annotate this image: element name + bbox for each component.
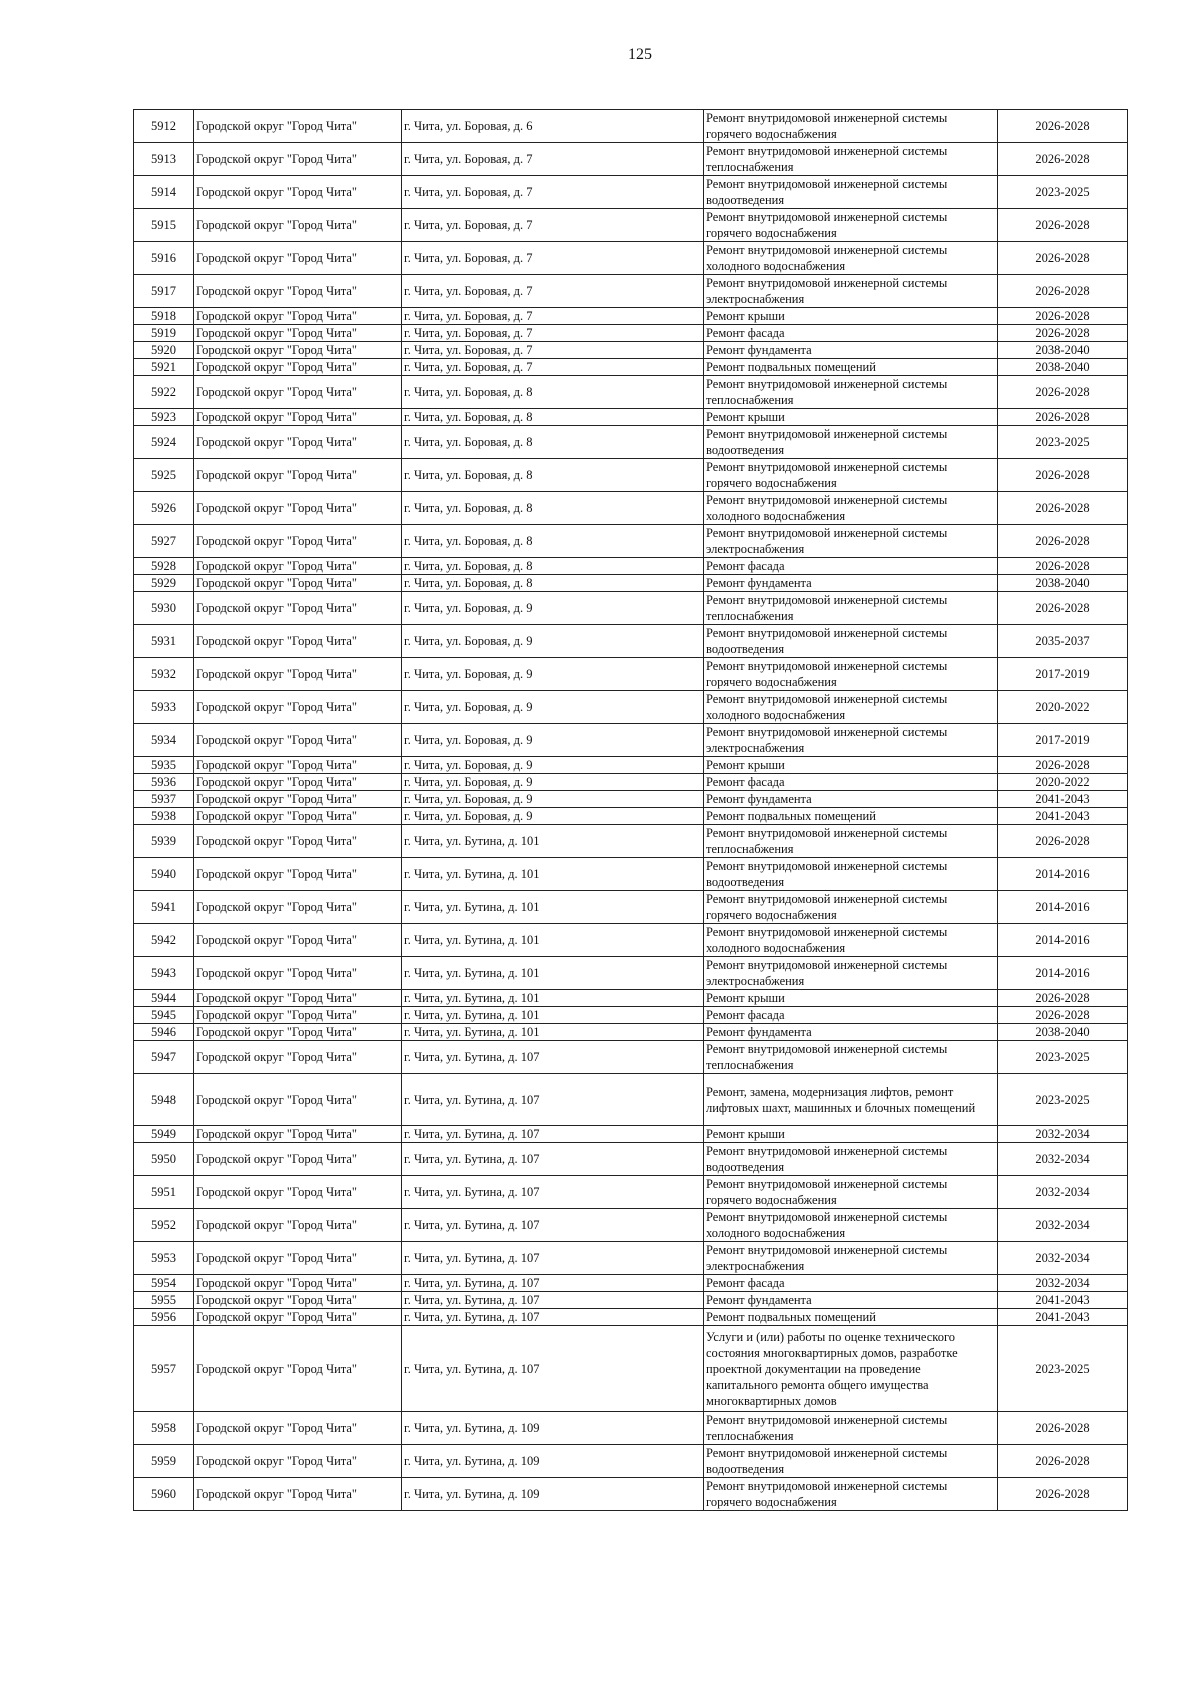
address-cell: г. Чита, ул. Боровая, д. 8 [402, 525, 704, 558]
table-row [134, 924, 1128, 957]
period-cell: 2026-2028 [998, 990, 1128, 1007]
row-number-cell: 5924 [134, 426, 194, 459]
work-type-cell: Ремонт внутридомовой инженерной системы холодного водоснабжения [704, 691, 998, 724]
row-number-cell: 5941 [134, 891, 194, 924]
row-number-cell: 5926 [134, 492, 194, 525]
row-number-cell: 5935 [134, 757, 194, 774]
table-row [134, 1309, 1128, 1326]
table-row [134, 808, 1128, 825]
row-number-cell: 5922 [134, 376, 194, 409]
address-cell: г. Чита, ул. Боровая, д. 8 [402, 558, 704, 575]
period-cell: 2023-2025 [998, 1326, 1128, 1412]
municipality-cell: Городской округ "Город Чита" [194, 1126, 402, 1143]
address-cell: г. Чита, ул. Боровая, д. 8 [402, 492, 704, 525]
row-number-cell: 5921 [134, 359, 194, 376]
municipality-cell: Городской округ "Город Чита" [194, 774, 402, 791]
row-number-cell: 5951 [134, 1176, 194, 1209]
address-cell: г. Чита, ул. Боровая, д. 9 [402, 791, 704, 808]
table-row [134, 858, 1128, 891]
period-cell: 2026-2028 [998, 376, 1128, 409]
address-cell: г. Чита, ул. Боровая, д. 7 [402, 209, 704, 242]
work-type-cell: Ремонт внутридомовой инженерной системы холодного водоснабжения [704, 924, 998, 957]
work-type-cell: Ремонт внутридомовой инженерной системы горячего водоснабжения [704, 1478, 998, 1511]
table-row [134, 774, 1128, 791]
row-number-cell: 5945 [134, 1007, 194, 1024]
period-cell: 2014-2016 [998, 924, 1128, 957]
municipality-cell: Городской округ "Город Чита" [194, 492, 402, 525]
row-number-cell: 5955 [134, 1292, 194, 1309]
work-type-cell: Ремонт внутридомовой инженерной системы теплоснабжения [704, 592, 998, 625]
work-type-cell: Ремонт внутридомовой инженерной системы водоотведения [704, 176, 998, 209]
period-cell: 2026-2028 [998, 592, 1128, 625]
table-row [134, 209, 1128, 242]
row-number-cell: 5940 [134, 858, 194, 891]
table-row [134, 1024, 1128, 1041]
row-number-cell: 5932 [134, 658, 194, 691]
period-cell: 2035-2037 [998, 625, 1128, 658]
row-number-cell: 5960 [134, 1478, 194, 1511]
municipality-cell: Городской округ "Город Чита" [194, 1024, 402, 1041]
municipality-cell: Городской округ "Город Чита" [194, 1007, 402, 1024]
address-cell: г. Чита, ул. Бутина, д. 101 [402, 990, 704, 1007]
period-cell: 2014-2016 [998, 891, 1128, 924]
municipality-cell: Городской округ "Город Чита" [194, 825, 402, 858]
table-row [134, 525, 1128, 558]
municipality-cell: Городской округ "Город Чита" [194, 658, 402, 691]
table-row [134, 1412, 1128, 1445]
period-cell: 2023-2025 [998, 1074, 1128, 1126]
address-cell: г. Чита, ул. Боровая, д. 9 [402, 658, 704, 691]
table-row [134, 1326, 1128, 1412]
municipality-cell: Городской округ "Город Чита" [194, 575, 402, 592]
municipality-cell: Городской округ "Город Чита" [194, 990, 402, 1007]
municipality-cell: Городской округ "Город Чита" [194, 242, 402, 275]
work-type-cell: Ремонт внутридомовой инженерной системы холодного водоснабжения [704, 492, 998, 525]
address-cell: г. Чита, ул. Бутина, д. 101 [402, 825, 704, 858]
table-row [134, 825, 1128, 858]
municipality-cell: Городской округ "Город Чита" [194, 1041, 402, 1074]
row-number-cell: 5950 [134, 1143, 194, 1176]
period-cell: 2032-2034 [998, 1176, 1128, 1209]
work-type-cell: Ремонт внутридомовой инженерной системы водоотведения [704, 625, 998, 658]
repair-schedule-table [133, 109, 1128, 1511]
work-type-cell: Ремонт фундамента [704, 575, 998, 592]
row-number-cell: 5938 [134, 808, 194, 825]
table-row [134, 691, 1128, 724]
address-cell: г. Чита, ул. Боровая, д. 9 [402, 808, 704, 825]
row-number-cell: 5959 [134, 1445, 194, 1478]
table-row [134, 325, 1128, 342]
work-type-cell: Ремонт внутридомовой инженерной системы теплоснабжения [704, 1041, 998, 1074]
municipality-cell: Городской округ "Город Чита" [194, 924, 402, 957]
work-type-cell: Ремонт крыши [704, 990, 998, 1007]
table-row [134, 110, 1128, 143]
row-number-cell: 5933 [134, 691, 194, 724]
municipality-cell: Городской округ "Город Чита" [194, 308, 402, 325]
work-type-cell: Ремонт внутридомовой инженерной системы горячего водоснабжения [704, 1176, 998, 1209]
row-number-cell: 5944 [134, 990, 194, 1007]
period-cell: 2023-2025 [998, 1041, 1128, 1074]
address-cell: г. Чита, ул. Боровая, д. 9 [402, 774, 704, 791]
work-type-cell: Ремонт подвальных помещений [704, 359, 998, 376]
row-number-cell: 5920 [134, 342, 194, 359]
municipality-cell: Городской округ "Город Чита" [194, 409, 402, 426]
table-row [134, 1292, 1128, 1309]
address-cell: г. Чита, ул. Бутина, д. 109 [402, 1412, 704, 1445]
period-cell: 2014-2016 [998, 858, 1128, 891]
address-cell: г. Чита, ул. Боровая, д. 9 [402, 757, 704, 774]
table-row [134, 1242, 1128, 1275]
address-cell: г. Чита, ул. Бутина, д. 101 [402, 891, 704, 924]
municipality-cell: Городской округ "Город Чита" [194, 1242, 402, 1275]
work-type-cell: Ремонт фундамента [704, 1292, 998, 1309]
work-type-cell: Ремонт внутридомовой инженерной системы теплоснабжения [704, 825, 998, 858]
work-type-cell: Ремонт фундамента [704, 1024, 998, 1041]
period-cell: 2041-2043 [998, 791, 1128, 808]
table-row [134, 308, 1128, 325]
table-row [134, 242, 1128, 275]
work-type-cell: Ремонт фасада [704, 325, 998, 342]
address-cell: г. Чита, ул. Бутина, д. 107 [402, 1209, 704, 1242]
work-type-cell: Ремонт внутридомовой инженерной системы теплоснабжения [704, 143, 998, 176]
period-cell: 2038-2040 [998, 575, 1128, 592]
table-row [134, 1041, 1128, 1074]
table-row [134, 891, 1128, 924]
address-cell: г. Чита, ул. Боровая, д. 7 [402, 325, 704, 342]
period-cell: 2014-2016 [998, 957, 1128, 990]
period-cell: 2026-2028 [998, 558, 1128, 575]
table-row [134, 1143, 1128, 1176]
municipality-cell: Городской округ "Город Чита" [194, 592, 402, 625]
address-cell: г. Чита, ул. Боровая, д. 7 [402, 275, 704, 308]
table-row [134, 176, 1128, 209]
period-cell: 2032-2034 [998, 1126, 1128, 1143]
address-cell: г. Чита, ул. Бутина, д. 101 [402, 858, 704, 891]
municipality-cell: Городской округ "Город Чита" [194, 143, 402, 176]
work-type-cell: Ремонт крыши [704, 409, 998, 426]
table-row [134, 143, 1128, 176]
work-type-cell: Ремонт внутридомовой инженерной системы горячего водоснабжения [704, 459, 998, 492]
municipality-cell: Городской округ "Город Чита" [194, 1445, 402, 1478]
row-number-cell: 5916 [134, 242, 194, 275]
row-number-cell: 5943 [134, 957, 194, 990]
work-type-cell: Ремонт внутридомовой инженерной системы водоотведения [704, 858, 998, 891]
address-cell: г. Чита, ул. Бутина, д. 109 [402, 1445, 704, 1478]
address-cell: г. Чита, ул. Бутина, д. 101 [402, 1024, 704, 1041]
period-cell: 2026-2028 [998, 1007, 1128, 1024]
municipality-cell: Городской округ "Город Чита" [194, 808, 402, 825]
work-type-cell: Ремонт подвальных помещений [704, 808, 998, 825]
period-cell: 2026-2028 [998, 409, 1128, 426]
address-cell: г. Чита, ул. Боровая, д. 7 [402, 143, 704, 176]
table-row [134, 757, 1128, 774]
work-type-cell: Услуги и (или) работы по оценке технического состояния многоквартирных домов, разработке проектной документации на проведение капитального ремонта общего имущества многоквартирных домов [704, 1326, 998, 1412]
municipality-cell: Городской округ "Город Чита" [194, 1292, 402, 1309]
row-number-cell: 5923 [134, 409, 194, 426]
address-cell: г. Чита, ул. Бутина, д. 107 [402, 1074, 704, 1126]
table-row [134, 275, 1128, 308]
municipality-cell: Городской округ "Город Чита" [194, 176, 402, 209]
municipality-cell: Городской округ "Город Чита" [194, 426, 402, 459]
period-cell: 2032-2034 [998, 1209, 1128, 1242]
work-type-cell: Ремонт фундамента [704, 791, 998, 808]
address-cell: г. Чита, ул. Бутина, д. 107 [402, 1041, 704, 1074]
municipality-cell: Городской округ "Город Чита" [194, 1309, 402, 1326]
row-number-cell: 5956 [134, 1309, 194, 1326]
period-cell: 2026-2028 [998, 242, 1128, 275]
period-cell: 2041-2043 [998, 808, 1128, 825]
address-cell: г. Чита, ул. Бутина, д. 107 [402, 1326, 704, 1412]
address-cell: г. Чита, ул. Бутина, д. 109 [402, 1478, 704, 1511]
municipality-cell: Городской округ "Город Чита" [194, 691, 402, 724]
work-type-cell: Ремонт подвальных помещений [704, 1309, 998, 1326]
period-cell: 2032-2034 [998, 1242, 1128, 1275]
municipality-cell: Городской округ "Город Чита" [194, 724, 402, 757]
row-number-cell: 5929 [134, 575, 194, 592]
municipality-cell: Городской округ "Город Чита" [194, 275, 402, 308]
table-row [134, 409, 1128, 426]
municipality-cell: Городской округ "Город Чита" [194, 525, 402, 558]
work-type-cell: Ремонт фасада [704, 1275, 998, 1292]
municipality-cell: Городской округ "Город Чита" [194, 325, 402, 342]
period-cell: 2026-2028 [998, 325, 1128, 342]
work-type-cell: Ремонт внутридомовой инженерной системы водоотведения [704, 1143, 998, 1176]
table-row [134, 376, 1128, 409]
work-type-cell: Ремонт внутридомовой инженерной системы горячего водоснабжения [704, 658, 998, 691]
table-row [134, 342, 1128, 359]
row-number-cell: 5946 [134, 1024, 194, 1041]
page-number: 125 [628, 46, 652, 63]
period-cell: 2026-2028 [998, 308, 1128, 325]
work-type-cell: Ремонт фасада [704, 558, 998, 575]
municipality-cell: Городской округ "Город Чита" [194, 558, 402, 575]
address-cell: г. Чита, ул. Бутина, д. 107 [402, 1126, 704, 1143]
row-number-cell: 5952 [134, 1209, 194, 1242]
period-cell: 2032-2034 [998, 1143, 1128, 1176]
period-cell: 2026-2028 [998, 1412, 1128, 1445]
period-cell: 2026-2028 [998, 275, 1128, 308]
row-number-cell: 5947 [134, 1041, 194, 1074]
municipality-cell: Городской округ "Город Чита" [194, 1326, 402, 1412]
address-cell: г. Чита, ул. Боровая, д. 7 [402, 359, 704, 376]
work-type-cell: Ремонт внутридомовой инженерной системы холодного водоснабжения [704, 242, 998, 275]
row-number-cell: 5958 [134, 1412, 194, 1445]
period-cell: 2038-2040 [998, 342, 1128, 359]
row-number-cell: 5939 [134, 825, 194, 858]
municipality-cell: Городской округ "Город Чита" [194, 110, 402, 143]
row-number-cell: 5949 [134, 1126, 194, 1143]
address-cell: г. Чита, ул. Боровая, д. 7 [402, 308, 704, 325]
row-number-cell: 5928 [134, 558, 194, 575]
period-cell: 2026-2028 [998, 459, 1128, 492]
municipality-cell: Городской округ "Город Чита" [194, 757, 402, 774]
table-row [134, 359, 1128, 376]
row-number-cell: 5934 [134, 724, 194, 757]
row-number-cell: 5930 [134, 592, 194, 625]
table-row [134, 558, 1128, 575]
row-number-cell: 5913 [134, 143, 194, 176]
table-row [134, 1209, 1128, 1242]
period-cell: 2038-2040 [998, 359, 1128, 376]
table-row [134, 1445, 1128, 1478]
row-number-cell: 5919 [134, 325, 194, 342]
work-type-cell: Ремонт внутридомовой инженерной системы горячего водоснабжения [704, 209, 998, 242]
municipality-cell: Городской округ "Город Чита" [194, 1074, 402, 1126]
table-row [134, 1478, 1128, 1511]
row-number-cell: 5914 [134, 176, 194, 209]
row-number-cell: 5953 [134, 1242, 194, 1275]
municipality-cell: Городской округ "Город Чита" [194, 1209, 402, 1242]
row-number-cell: 5942 [134, 924, 194, 957]
period-cell: 2026-2028 [998, 1445, 1128, 1478]
address-cell: г. Чита, ул. Бутина, д. 107 [402, 1242, 704, 1275]
work-type-cell: Ремонт внутридомовой инженерной системы водоотведения [704, 426, 998, 459]
table-row [134, 575, 1128, 592]
address-cell: г. Чита, ул. Бутина, д. 101 [402, 1007, 704, 1024]
row-number-cell: 5954 [134, 1275, 194, 1292]
table-body [134, 110, 1128, 1511]
address-cell: г. Чита, ул. Боровая, д. 8 [402, 376, 704, 409]
period-cell: 2041-2043 [998, 1292, 1128, 1309]
work-type-cell: Ремонт внутридомовой инженерной системы теплоснабжения [704, 1412, 998, 1445]
address-cell: г. Чита, ул. Боровая, д. 9 [402, 592, 704, 625]
table-row [134, 957, 1128, 990]
address-cell: г. Чита, ул. Боровая, д. 8 [402, 575, 704, 592]
table-row [134, 1126, 1128, 1143]
address-cell: г. Чита, ул. Боровая, д. 6 [402, 110, 704, 143]
row-number-cell: 5915 [134, 209, 194, 242]
row-number-cell: 5948 [134, 1074, 194, 1126]
table-row [134, 426, 1128, 459]
work-type-cell: Ремонт фундамента [704, 342, 998, 359]
address-cell: г. Чита, ул. Боровая, д. 9 [402, 625, 704, 658]
municipality-cell: Городской округ "Город Чита" [194, 957, 402, 990]
table-row [134, 1007, 1128, 1024]
municipality-cell: Городской округ "Город Чита" [194, 376, 402, 409]
period-cell: 2041-2043 [998, 1309, 1128, 1326]
municipality-cell: Городской округ "Город Чита" [194, 359, 402, 376]
municipality-cell: Городской округ "Город Чита" [194, 791, 402, 808]
period-cell: 2026-2028 [998, 757, 1128, 774]
address-cell: г. Чита, ул. Бутина, д. 101 [402, 924, 704, 957]
table-row [134, 724, 1128, 757]
address-cell: г. Чита, ул. Бутина, д. 107 [402, 1309, 704, 1326]
address-cell: г. Чита, ул. Боровая, д. 8 [402, 426, 704, 459]
period-cell: 2020-2022 [998, 691, 1128, 724]
period-cell: 2026-2028 [998, 1478, 1128, 1511]
work-type-cell: Ремонт внутридомовой инженерной системы холодного водоснабжения [704, 1209, 998, 1242]
row-number-cell: 5918 [134, 308, 194, 325]
address-cell: г. Чита, ул. Боровая, д. 8 [402, 409, 704, 426]
row-number-cell: 5912 [134, 110, 194, 143]
work-type-cell: Ремонт внутридомовой инженерной системы горячего водоснабжения [704, 110, 998, 143]
period-cell: 2038-2040 [998, 1024, 1128, 1041]
address-cell: г. Чита, ул. Боровая, д. 9 [402, 691, 704, 724]
row-number-cell: 5925 [134, 459, 194, 492]
table-row [134, 990, 1128, 1007]
address-cell: г. Чита, ул. Бутина, д. 107 [402, 1292, 704, 1309]
address-cell: г. Чита, ул. Боровая, д. 7 [402, 242, 704, 275]
row-number-cell: 5917 [134, 275, 194, 308]
address-cell: г. Чита, ул. Бутина, д. 107 [402, 1275, 704, 1292]
table-row [134, 1074, 1128, 1126]
address-cell: г. Чита, ул. Бутина, д. 107 [402, 1143, 704, 1176]
municipality-cell: Городской округ "Город Чита" [194, 209, 402, 242]
work-type-cell: Ремонт внутридомовой инженерной системы электроснабжения [704, 525, 998, 558]
row-number-cell: 5957 [134, 1326, 194, 1412]
address-cell: г. Чита, ул. Бутина, д. 107 [402, 1176, 704, 1209]
row-number-cell: 5936 [134, 774, 194, 791]
work-type-cell: Ремонт, замена, модернизация лифтов, ремонт лифтовых шахт, машинных и блочных помещений [704, 1074, 998, 1126]
period-cell: 2020-2022 [998, 774, 1128, 791]
work-type-cell: Ремонт крыши [704, 308, 998, 325]
municipality-cell: Городской округ "Город Чита" [194, 1143, 402, 1176]
table-row [134, 492, 1128, 525]
period-cell: 2026-2028 [998, 209, 1128, 242]
table-row [134, 791, 1128, 808]
period-cell: 2026-2028 [998, 492, 1128, 525]
period-cell: 2026-2028 [998, 525, 1128, 558]
municipality-cell: Городской округ "Город Чита" [194, 891, 402, 924]
row-number-cell: 5937 [134, 791, 194, 808]
table-row [134, 1176, 1128, 1209]
address-cell: г. Чита, ул. Боровая, д. 9 [402, 724, 704, 757]
table-row [134, 625, 1128, 658]
row-number-cell: 5927 [134, 525, 194, 558]
period-cell: 2023-2025 [998, 426, 1128, 459]
address-cell: г. Чита, ул. Бутина, д. 101 [402, 957, 704, 990]
period-cell: 2026-2028 [998, 143, 1128, 176]
work-type-cell: Ремонт внутридомовой инженерной системы теплоснабжения [704, 376, 998, 409]
municipality-cell: Городской округ "Город Чита" [194, 1478, 402, 1511]
municipality-cell: Городской округ "Город Чита" [194, 459, 402, 492]
row-number-cell: 5931 [134, 625, 194, 658]
municipality-cell: Городской округ "Город Чита" [194, 1412, 402, 1445]
period-cell: 2032-2034 [998, 1275, 1128, 1292]
table-row [134, 592, 1128, 625]
table-row [134, 658, 1128, 691]
work-type-cell: Ремонт внутридомовой инженерной системы водоотведения [704, 1445, 998, 1478]
table-row [134, 1275, 1128, 1292]
period-cell: 2017-2019 [998, 724, 1128, 757]
work-type-cell: Ремонт фасада [704, 1007, 998, 1024]
work-type-cell: Ремонт фасада [704, 774, 998, 791]
work-type-cell: Ремонт крыши [704, 757, 998, 774]
address-cell: г. Чита, ул. Боровая, д. 7 [402, 342, 704, 359]
municipality-cell: Городской округ "Город Чита" [194, 858, 402, 891]
address-cell: г. Чита, ул. Боровая, д. 8 [402, 459, 704, 492]
work-type-cell: Ремонт внутридомовой инженерной системы электроснабжения [704, 957, 998, 990]
municipality-cell: Городской округ "Город Чита" [194, 342, 402, 359]
table-row [134, 459, 1128, 492]
municipality-cell: Городской округ "Город Чита" [194, 1275, 402, 1292]
work-type-cell: Ремонт внутридомовой инженерной системы электроснабжения [704, 275, 998, 308]
work-type-cell: Ремонт внутридомовой инженерной системы электроснабжения [704, 1242, 998, 1275]
work-type-cell: Ремонт крыши [704, 1126, 998, 1143]
work-type-cell: Ремонт внутридомовой инженерной системы электроснабжения [704, 724, 998, 757]
period-cell: 2017-2019 [998, 658, 1128, 691]
municipality-cell: Городской округ "Город Чита" [194, 625, 402, 658]
municipality-cell: Городской округ "Город Чита" [194, 1176, 402, 1209]
period-cell: 2026-2028 [998, 825, 1128, 858]
period-cell: 2026-2028 [998, 110, 1128, 143]
work-type-cell: Ремонт внутридомовой инженерной системы горячего водоснабжения [704, 891, 998, 924]
address-cell: г. Чита, ул. Боровая, д. 7 [402, 176, 704, 209]
period-cell: 2023-2025 [998, 176, 1128, 209]
